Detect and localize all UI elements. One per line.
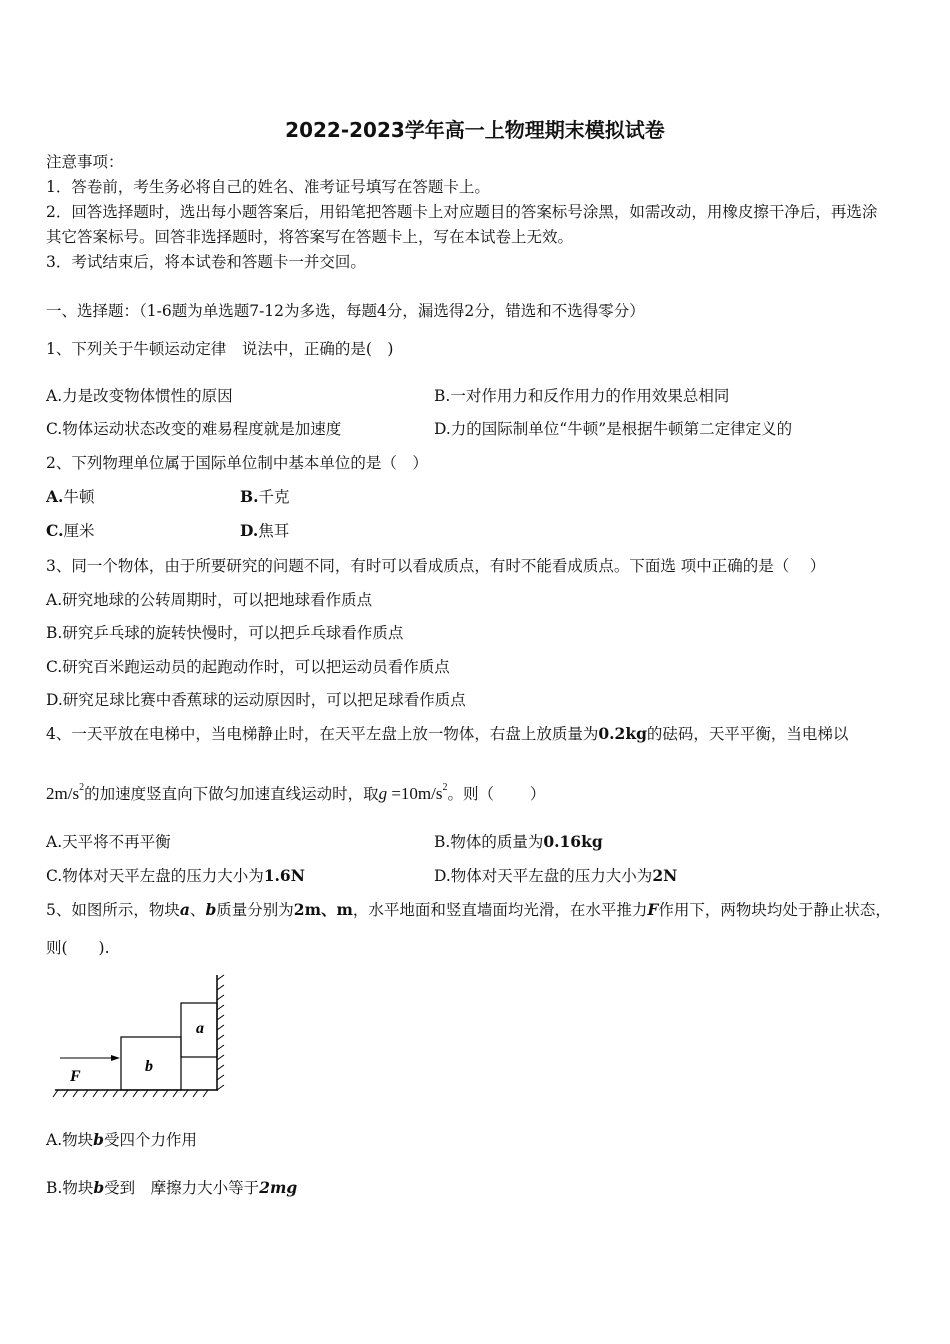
q5-option-a: A.物块b受四个力作用 [46,1130,197,1149]
q1-option-c: C.物体运动状态改变的难易程度就是加速度 [46,420,342,438]
label-a: a [196,1020,204,1037]
label-F: F [70,1068,81,1085]
question-3-stem: 3、同一个物体，由于所要研究的问题不同，有时可以看成质点，有时不能看成质点。下面选 项中正确的是（ ） [46,557,826,575]
label-b: b [145,1058,153,1075]
q3-option-b: B.研究乒乓球的旋转快慢时，可以把乒乓球看作质点 [46,624,404,642]
notice-item: 其它答案标号。回答非选择题时，将答案写在答题卡上，写在本试卷上无效。 [46,228,574,246]
q1-option-d: D.力的国际制单位“牛顿”是根据牛顿第二定律定义的 [434,420,793,438]
q2-option-d: D.焦耳 [240,521,290,540]
notice-heading: 注意事项： [46,153,124,171]
force-arrowhead [111,1055,120,1061]
notice-item: 2．回答选择题时，选出每小题答案后，用铅笔把答题卡上对应题目的答案标号涂黑，如需改动，用橡皮擦干净后，再选涂 [46,203,878,221]
ground-hatch [53,1090,208,1097]
question-4-stem-cont: $2m/s^2$的加速度竖直向下做匀加速直线运动时，取$g =10m/s^2$。则（ ） [46,782,546,803]
blocks-figure [50,970,240,1110]
question-5-stem: 5、如图所示，物块a、b质量分别为2m、m，水平地面和竖直墙面均光滑，在水平推力F作用下，两物块均处于静止状态， [46,900,891,919]
q4-option-b: B.物体的质量为0.16kg [434,832,603,851]
q5-option-b: B.物块b受到 摩擦力大小等于2mg [46,1178,298,1197]
question-1-stem: 1、下列关于牛顿运动定律 说法中，正确的是( ) [46,340,394,358]
q1-option-b: B.一对作用力和反作用力的作用效果总相同 [434,387,730,405]
q4-option-d: D.物体对天平左盘的压力大小为2N [434,866,678,885]
q3-option-a: A.研究地球的公转周期时，可以把地球看作质点 [46,591,373,609]
q4-option-a: A.天平将不再平衡 [46,833,171,851]
notice-item: 3．考试结束后，将本试卷和答题卡一并交回。 [46,253,366,271]
q3-option-d: D.研究足球比赛中香蕉球的运动原因时，可以把足球看作质点 [46,691,466,709]
q3-option-c: C.研究百米跑运动员的起跑动作时，可以把运动员看作质点 [46,658,450,676]
notice-item: 1．答卷前，考生务必将自己的姓名、准考证号填写在答题卡上。 [46,178,490,196]
q2-option-b: B.千克 [240,487,290,506]
question-2-stem: 2、下列物理单位属于国际单位制中基本单位的是（ ） [46,454,428,472]
q1-option-a: A.力是改变物体惯性的原因 [46,387,233,405]
question-5-stem-cont: 则( ). [46,939,110,957]
page-title: 2022-2023学年高一上物理期末模拟试卷 [285,118,665,142]
q2-option-a: A.牛顿 [46,487,95,506]
q2-option-c: C.厘米 [46,521,95,540]
wall-hatch [217,975,224,1090]
question-4-stem: 4、一天平放在电梯中，当电梯静止时，在天平左盘上放一物体，右盘上放质量为0.2kg的砝码，天平平衡，当电梯以 [46,724,849,743]
section-heading: 一、选择题：（1-6题为单选题7-12为多选，每题4分，漏选得2分，错选和不选得零分） [46,302,645,320]
q4-option-c: C.物体对天平左盘的压力大小为1.6N [46,866,305,885]
